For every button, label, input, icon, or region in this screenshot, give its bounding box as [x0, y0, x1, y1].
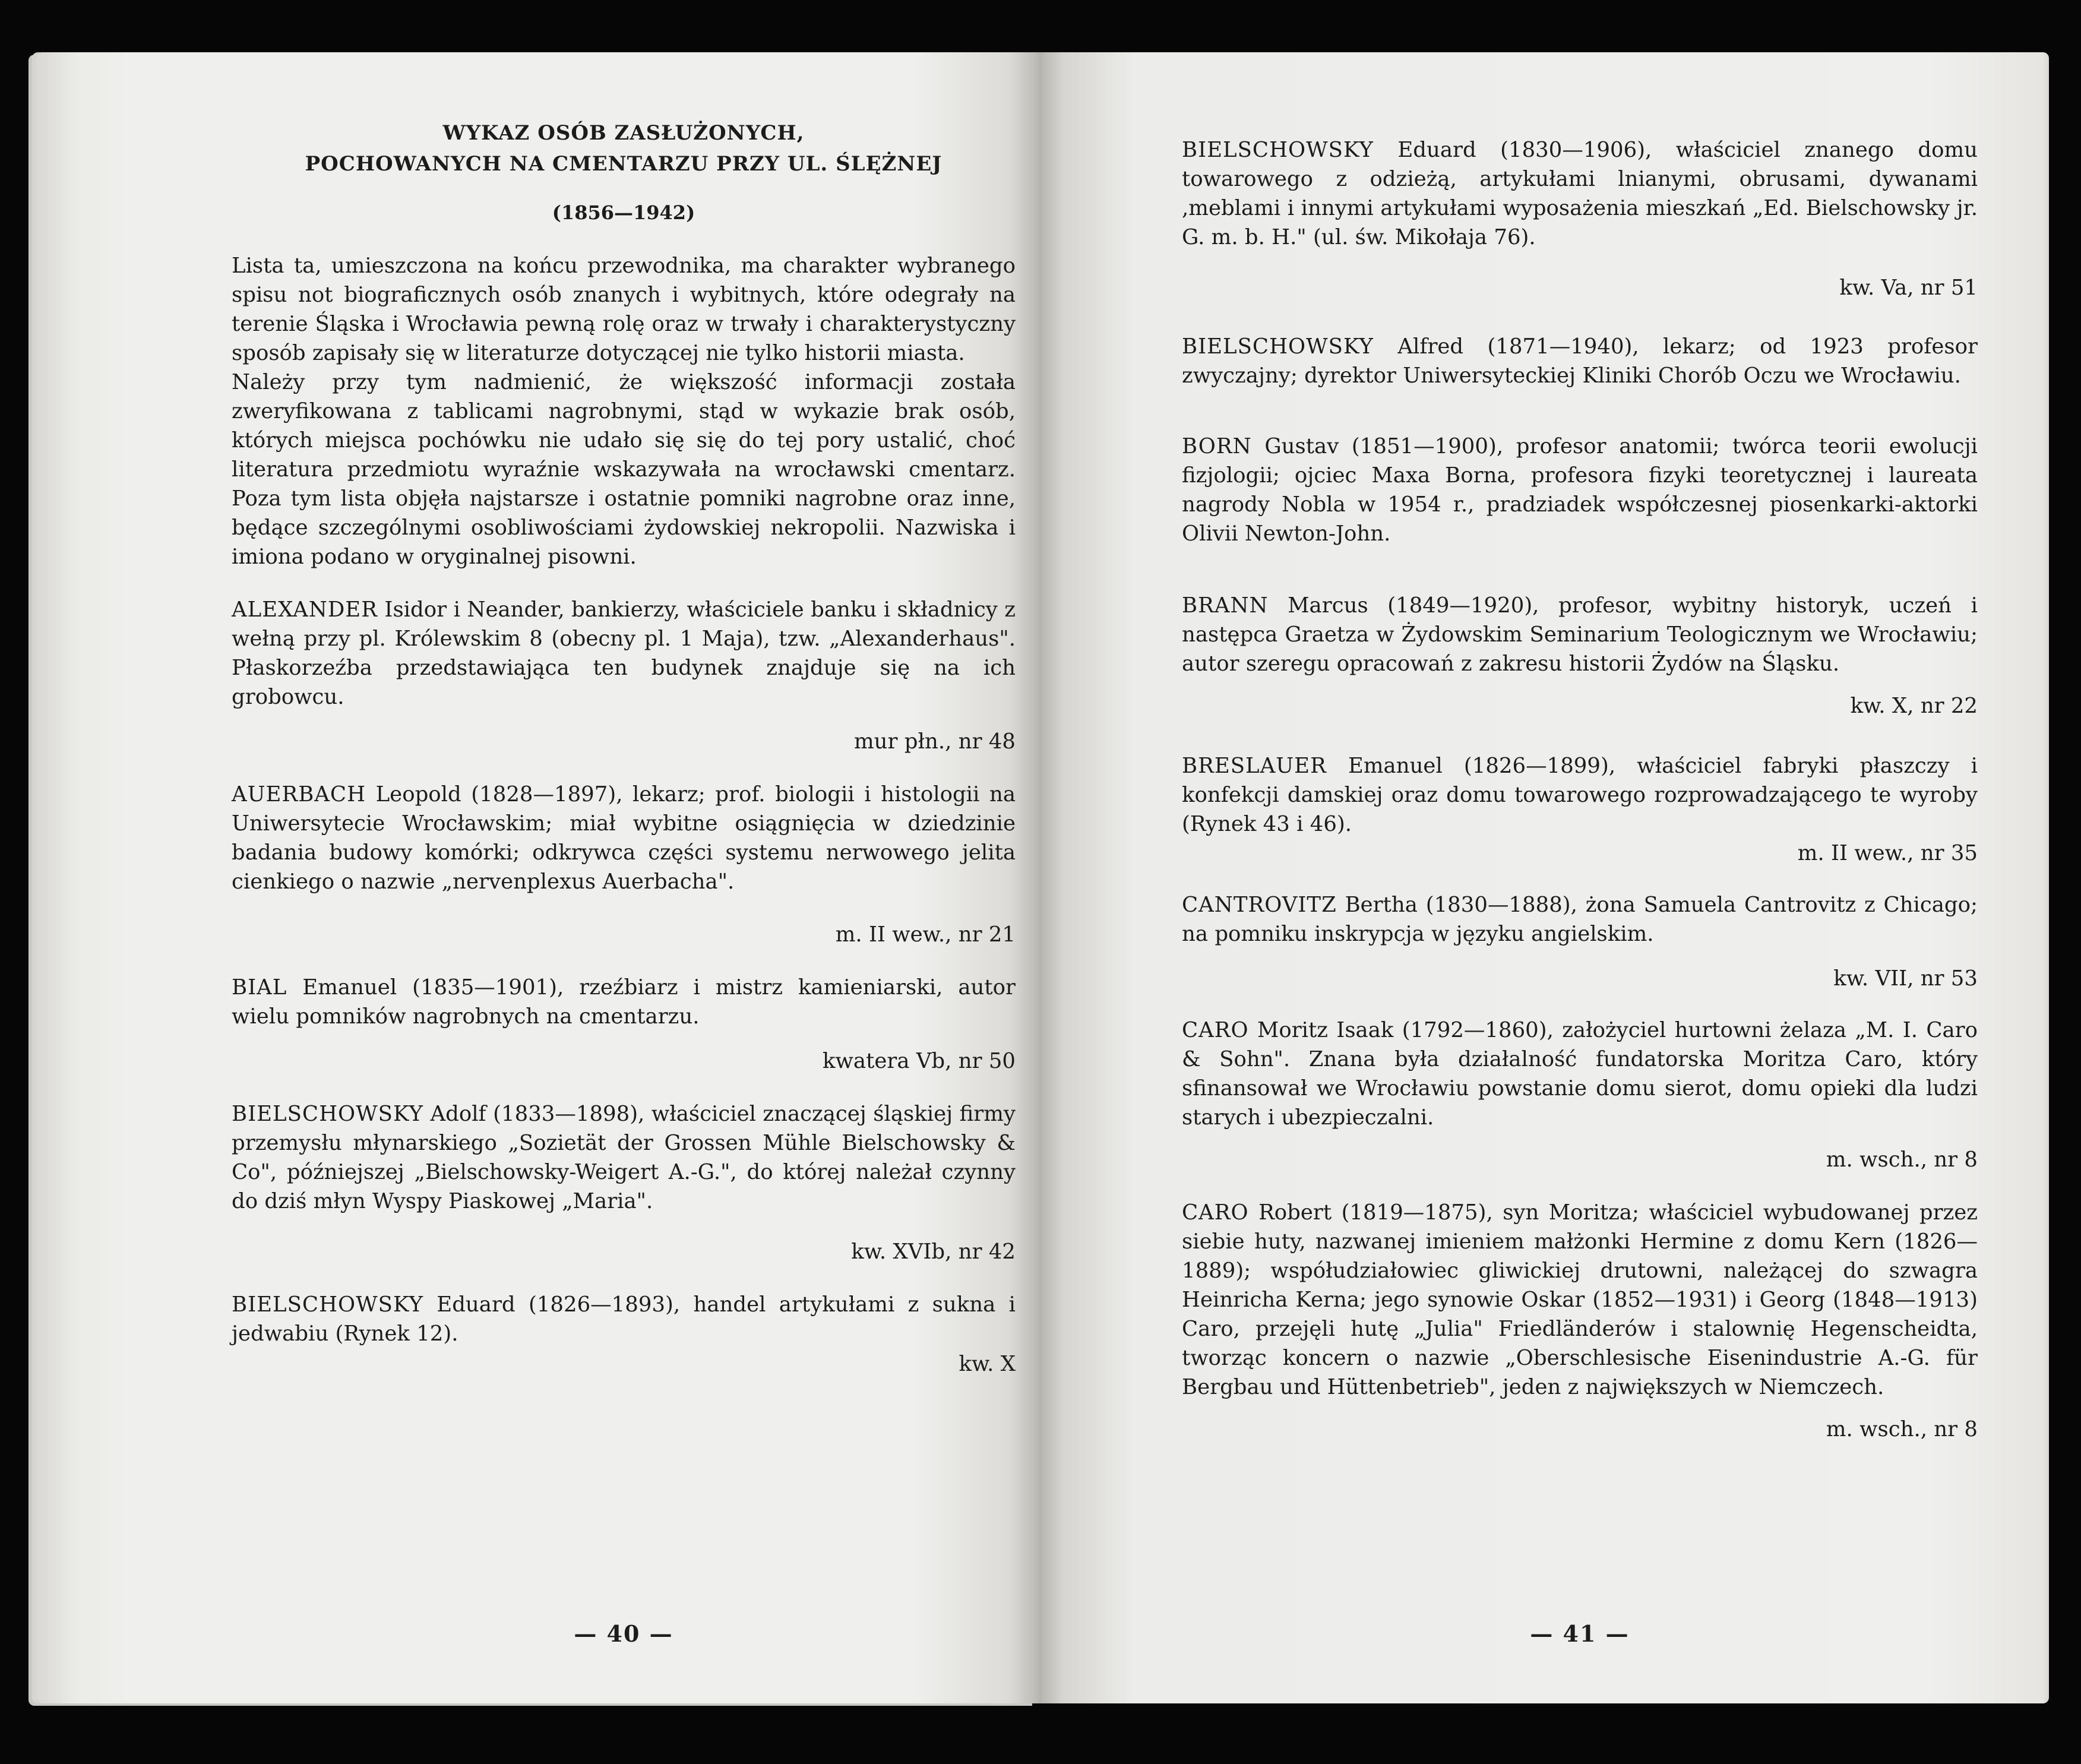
entry-surname: CARO — [1182, 1018, 1249, 1042]
intro-paragraph: Lista ta, umieszczona na końcu przewodnika, ma charakter wybranego spisu not biograficznych osób znanych i wybitnych, które odegrały na terenie Śląska i Wrocławia pewną rolę oraz w trwały i charakterystyczny sposób zapisały się w literaturze dotyczącej nie tylko historii miasta. — [232, 254, 1016, 365]
open-book — [36, 52, 2043, 1703]
entry-description: Moritz Isaak (1792—1860), założyciel hurtowni żelaza „M. I. Caro & Sohn". Znana była działalność fundatorska Moritza Caro, który sfinansował we Wrocławiu powstanie domu sierot, domu opieki dla ludzi starych i ubezpieczalni. — [1182, 1018, 1978, 1130]
entry-surname: ALEXANDER — [232, 598, 378, 622]
entry-grave-location: mur płn., nr 48 — [853, 729, 1016, 754]
list-heading — [232, 118, 1016, 179]
entry-description: Gustav (1851—1900), profesor anatomii; twórca teorii ewolucji fizjologii; ojciec Maxa Borna, profesora fizyki teoretycznej i laureata nagrody Nobla w 1954 r., pradziadek współczesnej piosenkarki-aktorki Olivii Newton-John. — [1182, 434, 1978, 546]
heading-line: WYKAZ OSÓB ZASŁUŻONYCH, — [442, 121, 805, 145]
page-number: — 40 — — [574, 1620, 673, 1647]
entry-text — [1182, 432, 1978, 548]
entry-surname: CANTROVITZ — [1182, 893, 1337, 917]
entry — [232, 595, 1016, 756]
entry-description: Emanuel (1835—1901), rzeźbiarz i mistrz kamieniarski, autor wielu pomników nagrobnych na cmentarzu. — [232, 975, 1016, 1029]
entry-description: Emanuel (1826—1899), właściciel fabryki płaszczy i konfekcji damskiej oraz domu towarowego rozprowadzającego te wyroby (Rynek 43 i 46). — [1182, 754, 1978, 836]
entry-grave-location: kw. XVIb, nr 42 — [851, 1240, 1016, 1264]
entry-description: Eduard (1830—1906), właściciel znanego domu towarowego z odzieżą, artykułami lnianymi, obrusami, dywanami ,meblami i innymi artykułami wyposażenia mieszkań „Ed. Bielschowsky jr. G. m. b. H." (ul. św. Mikołaja 76). — [1182, 138, 1978, 249]
entry-description: Alfred (1871—1940), lekarz; od 1923 profesor zwyczajny; dyrektor Uniwersyteckiej Kliniki Chorób Oczu we Wrocławiu. — [1182, 334, 1978, 388]
entry — [1182, 890, 1978, 993]
entry-text — [232, 595, 1016, 712]
entry — [1182, 432, 1978, 548]
entry-surname: BIELSCHOWSKY — [1182, 334, 1374, 359]
entry-text — [1182, 890, 1978, 949]
entry-grave-location: m. II wew., nr 35 — [1797, 841, 1978, 865]
entry — [232, 780, 1016, 949]
entry-grave-location: kw. VII, nr 53 — [1833, 966, 1978, 991]
entry-surname: BIELSCHOWSKY — [1182, 138, 1374, 162]
entry-grave-location: kwatera Vb, nr 50 — [823, 1049, 1016, 1073]
right-page-content — [1182, 52, 1978, 1703]
entry-text — [232, 973, 1016, 1031]
left-page — [36, 52, 1039, 1703]
entry-description: Isidor i Neander, bankierzy, właściciele banku i składnicy z wełną przy pl. Królewskim 8 (obecny pl. 1 Maja), tzw. „Alexanderhaus". Płaskorzeźba przedstawiająca ten budynek znajduje się na ich grobowcu. — [232, 598, 1016, 709]
entry — [1182, 332, 1978, 390]
entry-surname: BRANN — [1182, 593, 1269, 618]
entry-grave-location: m. wsch., nr 8 — [1826, 1147, 1978, 1172]
heading-line: POCHOWANYCH NA CMENTARZU PRZY UL. ŚLĘŻNEJ — [305, 152, 943, 176]
entry — [1182, 135, 1978, 302]
entry-text — [232, 1290, 1016, 1348]
entry — [232, 1290, 1016, 1379]
entry-surname: BIAL — [232, 975, 287, 1000]
entry — [1182, 591, 1978, 720]
entry — [232, 1099, 1016, 1266]
entry-text — [1182, 1198, 1978, 1402]
entry-grave-location: m. wsch., nr 8 — [1826, 1417, 1978, 1441]
entry-surname: BIELSCHOWSKY — [232, 1102, 423, 1126]
page-number: — 41 — — [1530, 1620, 1630, 1647]
entry — [232, 973, 1016, 1076]
entry-surname: AUERBACH — [232, 782, 366, 807]
entry-description: Eduard (1826—1893), handel artykułami z sukna i jedwabiu (Rynek 12). — [232, 1292, 1016, 1346]
entry-surname: CARO — [1182, 1200, 1249, 1225]
entry — [1182, 1198, 1978, 1444]
entry-surname: BRESLAUER — [1182, 754, 1327, 778]
entry-text — [1182, 135, 1978, 252]
entry-text — [1182, 332, 1978, 390]
entry-description: Adolf (1833—1898), właściciel znaczącej śląskiej firmy przemysłu młynarskiego „Sozietät der Grossen Mühle Bielschowsky & Co", późniejszej „Bielschowsky-Weigert A.-G.", do której należał czynny do dziś młyn Wyspy Piaskowej „Maria". — [232, 1102, 1016, 1213]
entry-surname: BORN — [1182, 434, 1252, 459]
entry — [1182, 1016, 1978, 1174]
entry-description: Robert (1819—1875), syn Moritza; właściciel wybudowanej przez siebie huty, nazwanej imieniem małżonki Hermine z domu Kern (1826—1889); współudziałowiec gliwickiej drutowni, należącej do szwagra Heinricha Kerna; jego synowie Oskar (1852—1931) i Georg (1848—1913) Caro, przejęli hutę „Julia" Friedländerów i stalownię Hegenscheidta, tworząc koncern o nazwie „Oberschlesische Eisenindustrie A.-G. für Bergbau und Hüttenbetrieb", jeden z największych w Niemczech. — [1182, 1200, 1978, 1399]
heading-years: (1856—1942) — [552, 201, 695, 224]
entry-text — [1182, 751, 1978, 839]
entry-grave-location: m. II wew., nr 21 — [835, 922, 1016, 947]
entry-description: Marcus (1849—1920), profesor, wybitny historyk, uczeń i następca Graetza w Żydowskim Seminarium Teologicznym we Wrocławiu; autor szeregu opracowań z zakresu historii Żydów na Śląsku. — [1182, 593, 1978, 676]
entry-text — [1182, 591, 1978, 678]
right-page — [1039, 52, 2049, 1703]
entry-description: Leopold (1828—1897), lekarz; prof. biologii i histologii na Uniwersytecie Wrocławskim; miał wybitne osiągnięcia w dziedzinie badania budowy komórki; odkrywca części systemu nerwowego jelita cienkiego o nazwie „nervenplexus Auerbacha". — [232, 782, 1016, 894]
entry-text — [1182, 1016, 1978, 1132]
entry-text — [232, 1099, 1016, 1216]
intro-paragraph: Należy przy tym nadmienić, że większość informacji została zweryfikowana z tablicami nagrobnymi, stąd w wykazie brak osób, których miejsca pochówku nie udało się się do tej pory ustalić, choć literatura przedmiotu wyraźnie wskazywała na wrocławski cmentarz. Poza tym lista objęła najstarsze i ostatnie pomniki nagrobne oraz inne, będące szczególnymi osobliwościami żydowskiej nekropolii. Nazwiska i imiona podano w oryginalnej pisowni. — [232, 370, 1016, 569]
entry-surname: BIELSCHOWSKY — [232, 1292, 423, 1317]
entry-grave-location: kw. X — [959, 1352, 1016, 1376]
entry-text — [232, 780, 1016, 896]
entry-grave-location: kw. X, nr 22 — [1850, 694, 1978, 718]
left-page-content — [232, 52, 1016, 1703]
entry-description: Bertha (1830—1888), żona Samuela Cantrovitz z Chicago; na pomniku inskrypcja w języku angielskim. — [1182, 893, 1978, 946]
entry-grave-location: kw. Va, nr 51 — [1839, 276, 1978, 300]
entry — [1182, 751, 1978, 868]
